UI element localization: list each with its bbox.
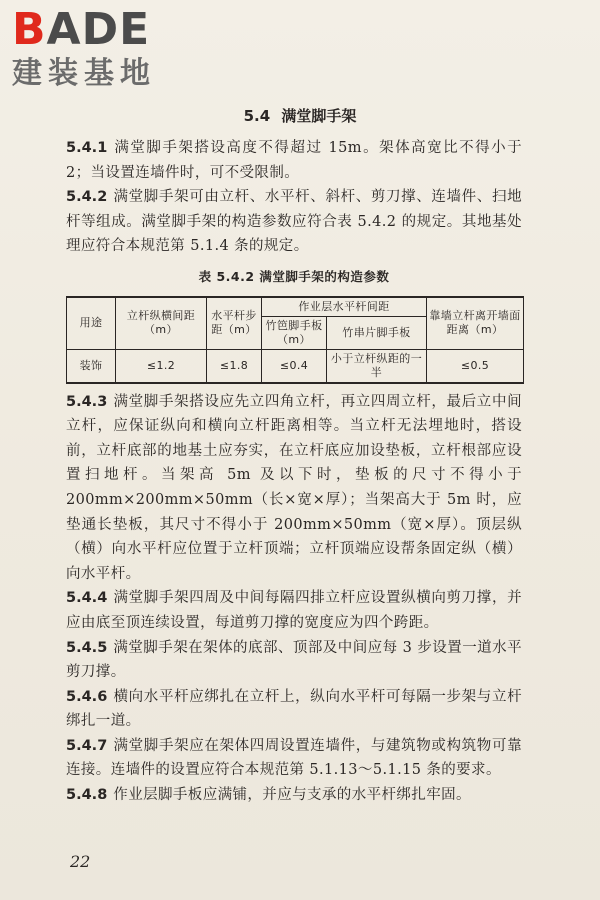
clause-number: 5.4.5 xyxy=(66,639,108,656)
cell-step: ≤1.8 xyxy=(207,349,262,383)
logo-wordmark xyxy=(12,6,182,54)
clause-5-4-7 xyxy=(66,734,522,783)
clause-number: 5.4.3 xyxy=(66,393,108,410)
header-spacing: 立杆纵横间距（m） xyxy=(116,297,207,350)
clause-text: 作业层脚手板应满铺，并应与支承的水平杆绑扎牢固。 xyxy=(113,787,471,804)
table-header-row xyxy=(67,297,524,317)
clause-number: 5.4.2 xyxy=(66,189,108,206)
bade-logo xyxy=(12,6,182,98)
cell-bamboo-fence: ≤0.4 xyxy=(262,349,327,383)
clause-number: 5.4.1 xyxy=(66,140,108,156)
clause-text: 满堂脚手架应在架体四周设置连墙件，与建筑物或构筑物可靠连接。连墙件的设置应符合本规范第 5.1.13～5.1.15 条的要求。 xyxy=(66,737,522,779)
header-bamboo-plank: 竹串片脚手板 xyxy=(327,316,427,349)
clause-number: 5.4.7 xyxy=(66,737,108,754)
clause-text: 满堂脚手架四周及中间每隔四排立杆应设置纵横向剪刀撑，并应由底至顶连续设置，每道剪刀撑的宽度应为四个跨距。 xyxy=(66,590,522,631)
clause-5-4-1 xyxy=(66,136,522,185)
cell-usage: 装饰 xyxy=(67,349,116,383)
clause-5-4-5 xyxy=(66,636,522,685)
clause-text: 满堂脚手架搭设应先立四角立杆，再立四周立杆，最后立中间立杆，应保证纵向和横向立杆距离相等。当立杆无法埋地时，搭设前，立杆底部的地基土应夯实，在立杆底应加设垫板，立杆根部应设置扫地杆。当架高 5m 及以下时，垫板的尺寸不得小于 200mm×200mm×50mm（长×宽×厚）；当架高大于 5m 时，应垫通长垫板，其尺寸不得小于 200mm×50mm（宽×厚）。顶层纵（横）向水平杆应位置于立杆顶端；立杆顶端应设帮条固定纵（横）向水平杆。 xyxy=(66,393,522,582)
clause-text: 满堂脚手架在架体的底部、顶部及中间应每 3 步设置一道水平剪刀撑。 xyxy=(66,639,522,681)
table-caption: 表 5.4.2 满堂脚手架的构造参数 xyxy=(198,268,390,284)
clause-5-4-3 xyxy=(66,390,522,587)
document-body xyxy=(66,136,522,808)
page-number: 22 xyxy=(70,852,91,871)
table-row xyxy=(67,349,524,383)
clause-5-4-6 xyxy=(66,685,522,734)
clause-5-4-8 xyxy=(66,783,522,808)
logo-accent-letter: B xyxy=(12,4,47,55)
section-title: 5.4 满堂脚手架 xyxy=(243,107,357,125)
cell-spacing: ≤1.2 xyxy=(116,349,207,383)
clause-5-4-4 xyxy=(66,586,522,635)
clause-number: 5.4.6 xyxy=(66,688,108,705)
parameters-table xyxy=(66,296,524,384)
clause-text: 横向水平杆应绑扎在立杆上，纵向水平杆可每隔一步架与立杆绑扎一道。 xyxy=(66,688,522,730)
header-group: 作业层水平杆间距 xyxy=(262,297,427,317)
clause-text: 满堂脚手架可由立杆、水平杆、斜杆、剪刀撑、连墙件、扫地杆等组成。满堂脚手架的构造参数应符合表 5.4.2 的规定。其地基处理应符合本规范第 5.1.4 条的规定。 xyxy=(66,189,522,255)
header-wall-distance: 靠墙立杆离开墙面距离（m） xyxy=(427,297,524,350)
clause-number: 5.4.4 xyxy=(66,590,108,607)
clause-text: 满堂脚手架搭设高度不得超过 15m。架体高宽比不得小于 2；当设置连墙件时，可不受限制。 xyxy=(66,140,522,181)
header-usage: 用途 xyxy=(67,297,116,350)
clause-number: 5.4.8 xyxy=(66,787,108,804)
header-bamboo-fence: 竹笆脚手板（m） xyxy=(262,316,327,349)
logo-word-rest: ADE xyxy=(46,4,151,55)
cell-bamboo-plank: 小于立杆纵距的一半 xyxy=(327,349,427,383)
header-step: 水平杆步距（m） xyxy=(207,297,262,350)
logo-subtitle: 建装基地 xyxy=(12,56,156,91)
clause-5-4-2 xyxy=(66,185,522,259)
cell-wall-distance: ≤0.5 xyxy=(427,349,524,383)
